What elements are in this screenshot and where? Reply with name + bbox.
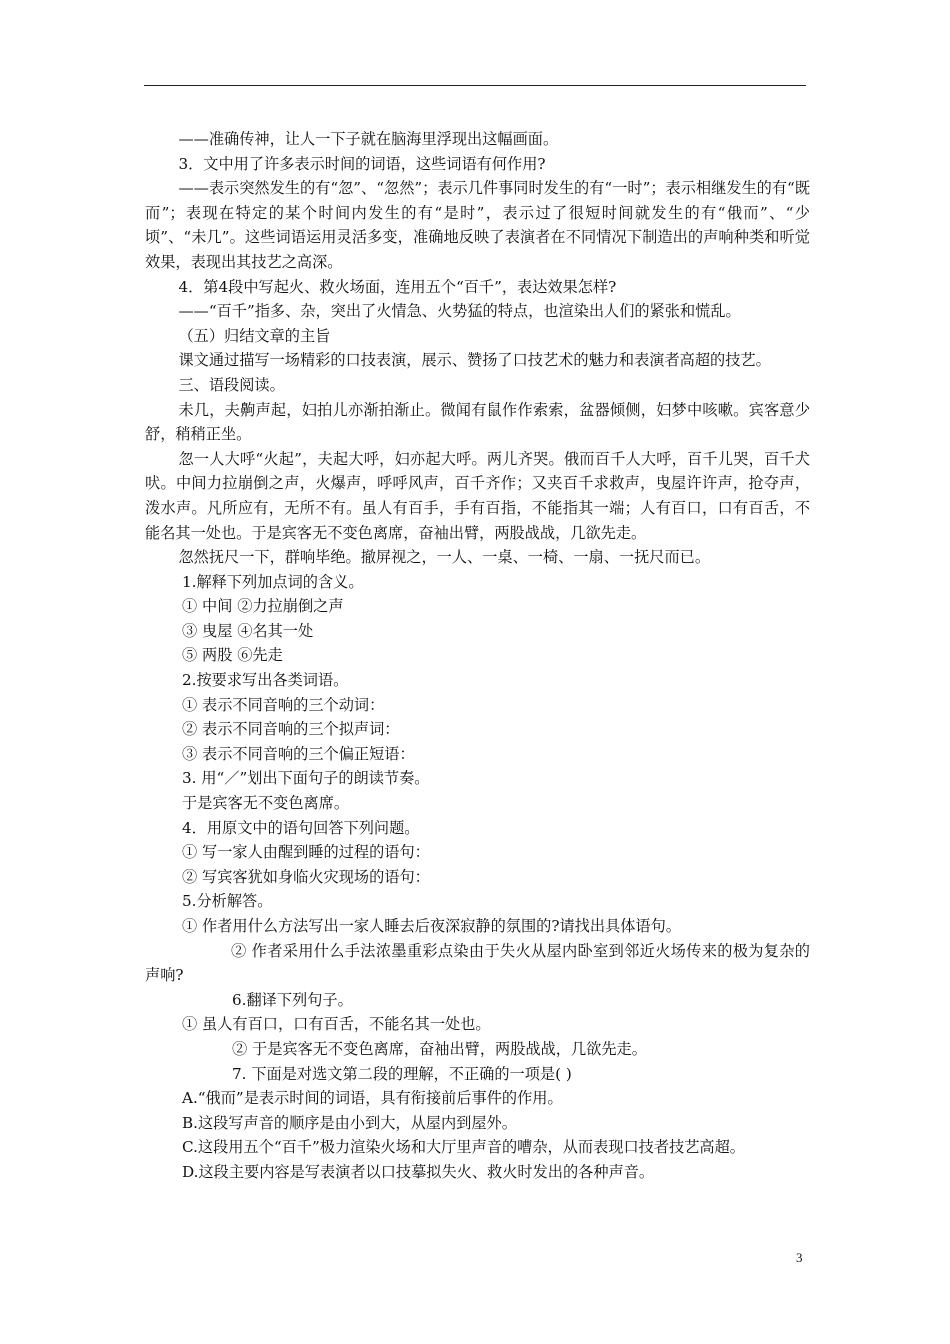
passage-paragraph: 忽然抚尺一下，群响毕绝。撤屏视之，一人、一桌、一椅、一扇、一抚尺而已。 xyxy=(178,548,710,567)
exercise-item: ① 作者用什么方法写出一家人睡去后夜深寂静的氛围的?请找出具体语句。 xyxy=(182,917,681,935)
exercise-item: ② 表示不同音响的三个拟声词： xyxy=(182,720,400,739)
answer-paragraph: ——“百千”指多、杂，突出了火情急、火势猛的特点，也渲染出人们的紧张和慌乱。 xyxy=(178,302,741,321)
header-rule xyxy=(144,85,806,86)
section-heading: （五）归结文章的主旨 xyxy=(178,326,331,345)
exercise-item: ① 表示不同音响的三个动词： xyxy=(182,695,385,714)
option-d: D.这段主要内容是写表演者以口技摹拟失火、救火时发出的各种声音。 xyxy=(182,1162,655,1181)
section-heading: 三、语段阅读。 xyxy=(178,375,285,394)
exercise-item: ② 作者采用什么手法浓墨重彩点染由于失火从屋内卧室到邻近火场传来的极为复杂的声响? xyxy=(145,941,810,985)
exercise-item: ③ 曳屋 ④名其一处 xyxy=(182,621,314,640)
exercise-item: ② 写宾客犹如身临火灾现场的语句： xyxy=(182,867,430,886)
answer-paragraph: ——表示突然发生的有“忽”、“忽然”；表示几件事同时发生的有“一时”；表示相继发生的有“既而”；表现在特定的某个时间内发生的有“是时”，表示过了很短时间就发生的有“俄而”、“少顷”、“未几”。这些词语运用灵活多变，准确地反映了表演者在不同情况下制造出的声响种类和听觉效果，表现出其技艺之高深。 xyxy=(145,179,810,271)
exercise-item: 6.翻译下列句子。 xyxy=(232,990,353,1009)
exercise-item: 5.分析解答。 xyxy=(182,892,273,911)
exercise-item: ③ 表示不同音响的三个偏正短语： xyxy=(182,744,415,763)
exercise-item: 2.按要求写出各类词语。 xyxy=(182,671,349,690)
option-c: C.这段用五个“百千”极力渲染火场和大厅里声音的嘈杂，从而表现口技者技艺高超。 xyxy=(182,1138,745,1157)
option-b: B.这段写声音的顺序是由小到大，从屋内到屋外。 xyxy=(182,1113,517,1132)
summary-paragraph: 课文通过描写一场精彩的口技表演，展示、赞扬了口技艺术的魅力和表演者高超的技艺。 xyxy=(178,351,771,370)
passage-paragraph: 忽一人大呼“火起”，夫起大呼，妇亦起大呼。两儿齐哭。俄而百千人大呼，百千儿哭，百千犬吠。中间力拉崩倒之声，火爆声，呼呼风声，百千齐作；又夹百千求救声，曳屋许许声，抢夺声，泼水声。凡所应有，无所不有。虽人有百手，手有百指，不能指其一端；人有百口，口有百舌，不能名其一处也。于是宾客无不变色离席，奋袖出臂，两股战战，几欲先走。 xyxy=(145,449,810,542)
passage-paragraph: 未几，夫齁声起，妇拍儿亦渐拍渐止。微闻有鼠作作索索，盆器倾侧，妇梦中咳嗽。宾客意少舒，稍稍正坐。 xyxy=(145,400,810,444)
exercise-item: 4．用原文中的语句回答下列问题。 xyxy=(182,818,420,837)
exercise-item: 于是宾客无不变色离席。 xyxy=(182,794,350,813)
exercise-item: ② 于是宾客无不变色离席，奋袖出臂，两股战战，几欲先走。 xyxy=(232,1039,647,1058)
exercise-item: ① 写一家人由醒到睡的过程的语句： xyxy=(182,843,430,862)
exercise-item: ⑤ 两股 ⑥先走 xyxy=(182,646,283,665)
question-3: 3．文中用了许多表示时间的词语，这些词语有何作用? xyxy=(178,154,546,173)
exercise-item: ① 中间 ②力拉崩倒之声 xyxy=(182,597,344,616)
exercise-item: 3. 用“／”划出下面句子的朗读节奏。 xyxy=(182,769,430,788)
answer-line: ——准确传神，让人一下子就在脑海里浮现出这幅画面。 xyxy=(178,130,559,148)
page-number: 3 xyxy=(796,1250,803,1265)
document-body xyxy=(145,127,810,1185)
option-a: A.“俄而”是表示时间的词语，具有衔接前后事件的作用。 xyxy=(182,1089,563,1108)
exercise-item: 1.解释下列加点词的含义。 xyxy=(182,572,364,591)
exercise-item: ① 虽人有百口，口有百舌，不能名其一处也。 xyxy=(182,1015,491,1034)
question-4: 4．第4段中写起火、救火场面，连用五个“百千”，表达效果怎样? xyxy=(178,277,617,296)
exercise-item: 7. 下面是对选文第二段的理解，不正确的一项是( ) xyxy=(232,1064,572,1083)
